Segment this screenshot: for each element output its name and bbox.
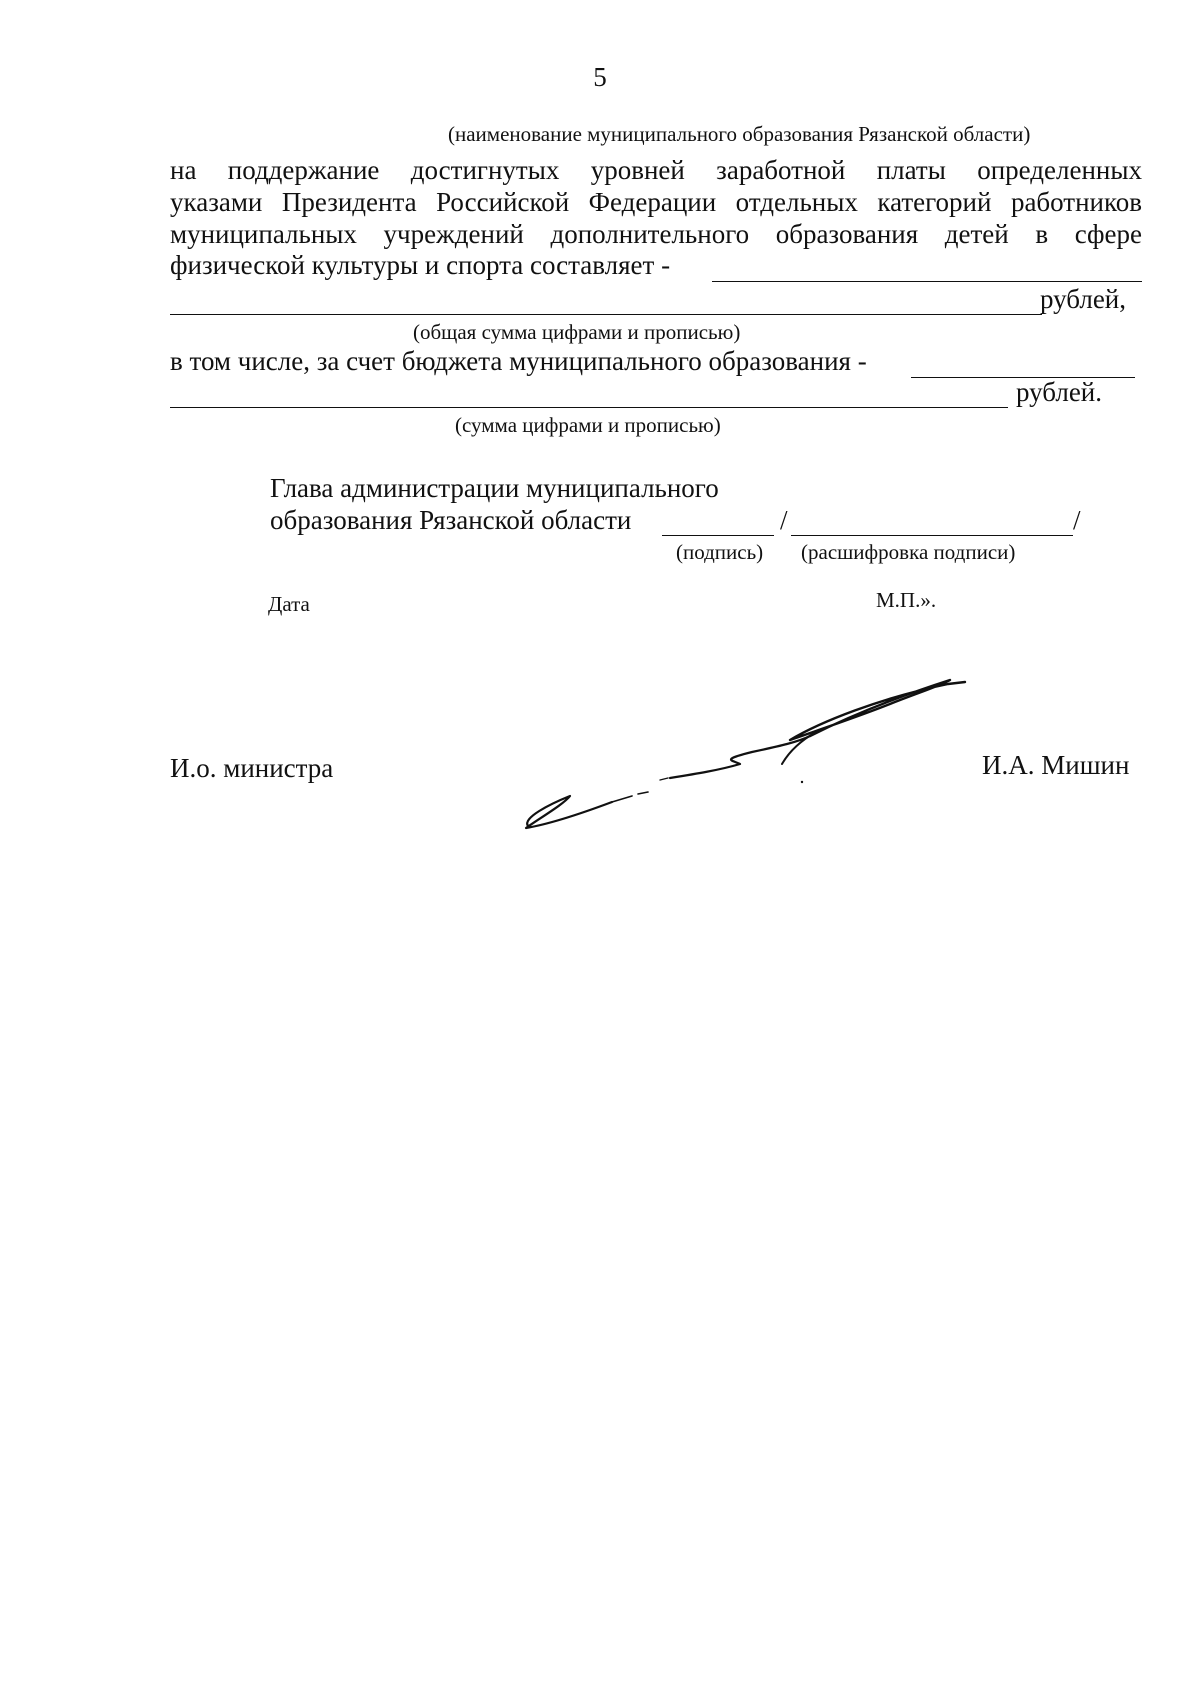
- minister-name: И.А. Мишин: [982, 750, 1130, 780]
- paragraph-line-3: муниципальных учреждений дополнительного образования детей в сфере: [170, 219, 1142, 249]
- acting-minister-title: И.о. министра: [170, 753, 334, 783]
- budget-line: в том числе, за счет бюджета муниципального образования -: [170, 346, 867, 376]
- signature-blank: [662, 535, 774, 536]
- handwritten-signature-icon: [520, 668, 1020, 838]
- total-amount-caption: (общая сумма цифрами и прописью): [413, 320, 741, 344]
- signature-decoding-blank: [791, 535, 1073, 536]
- signature-end-divider: /: [1073, 505, 1081, 535]
- paragraph-last-line: физической культуры и спорта составляет -: [170, 250, 671, 280]
- paragraph-line-2: указами Президента Российской Федерации отдельных категорий работников: [170, 187, 1142, 217]
- budget-amount-blank-continued: [170, 407, 1008, 408]
- total-rubles-label: рублей,: [1040, 284, 1127, 314]
- total-amount-blank: [712, 281, 1142, 282]
- paragraph-line-1: на поддержание достигнутых уровней заработной платы определенных: [170, 155, 1142, 185]
- budget-amount-caption: (сумма цифрами и прописью): [455, 413, 721, 437]
- page-number: 5: [593, 62, 607, 92]
- stamp-label: М.П.».: [876, 588, 937, 612]
- signature-divider: /: [780, 505, 788, 535]
- head-title-line-2: образования Рязанской области: [270, 505, 632, 535]
- date-label: Дата: [268, 592, 310, 616]
- head-title-line-1: Глава администрации муниципального: [270, 473, 719, 503]
- budget-rubles-label: рублей.: [1016, 377, 1103, 407]
- total-amount-blank-continued: [170, 314, 1042, 315]
- signature-decoding-caption: (расшифровка подписи): [801, 540, 1016, 564]
- signature-caption: (подпись): [676, 540, 764, 564]
- signature-dot-icon: [801, 781, 803, 783]
- municipality-name-caption: (наименование муниципального образования Рязанской области): [448, 122, 1031, 146]
